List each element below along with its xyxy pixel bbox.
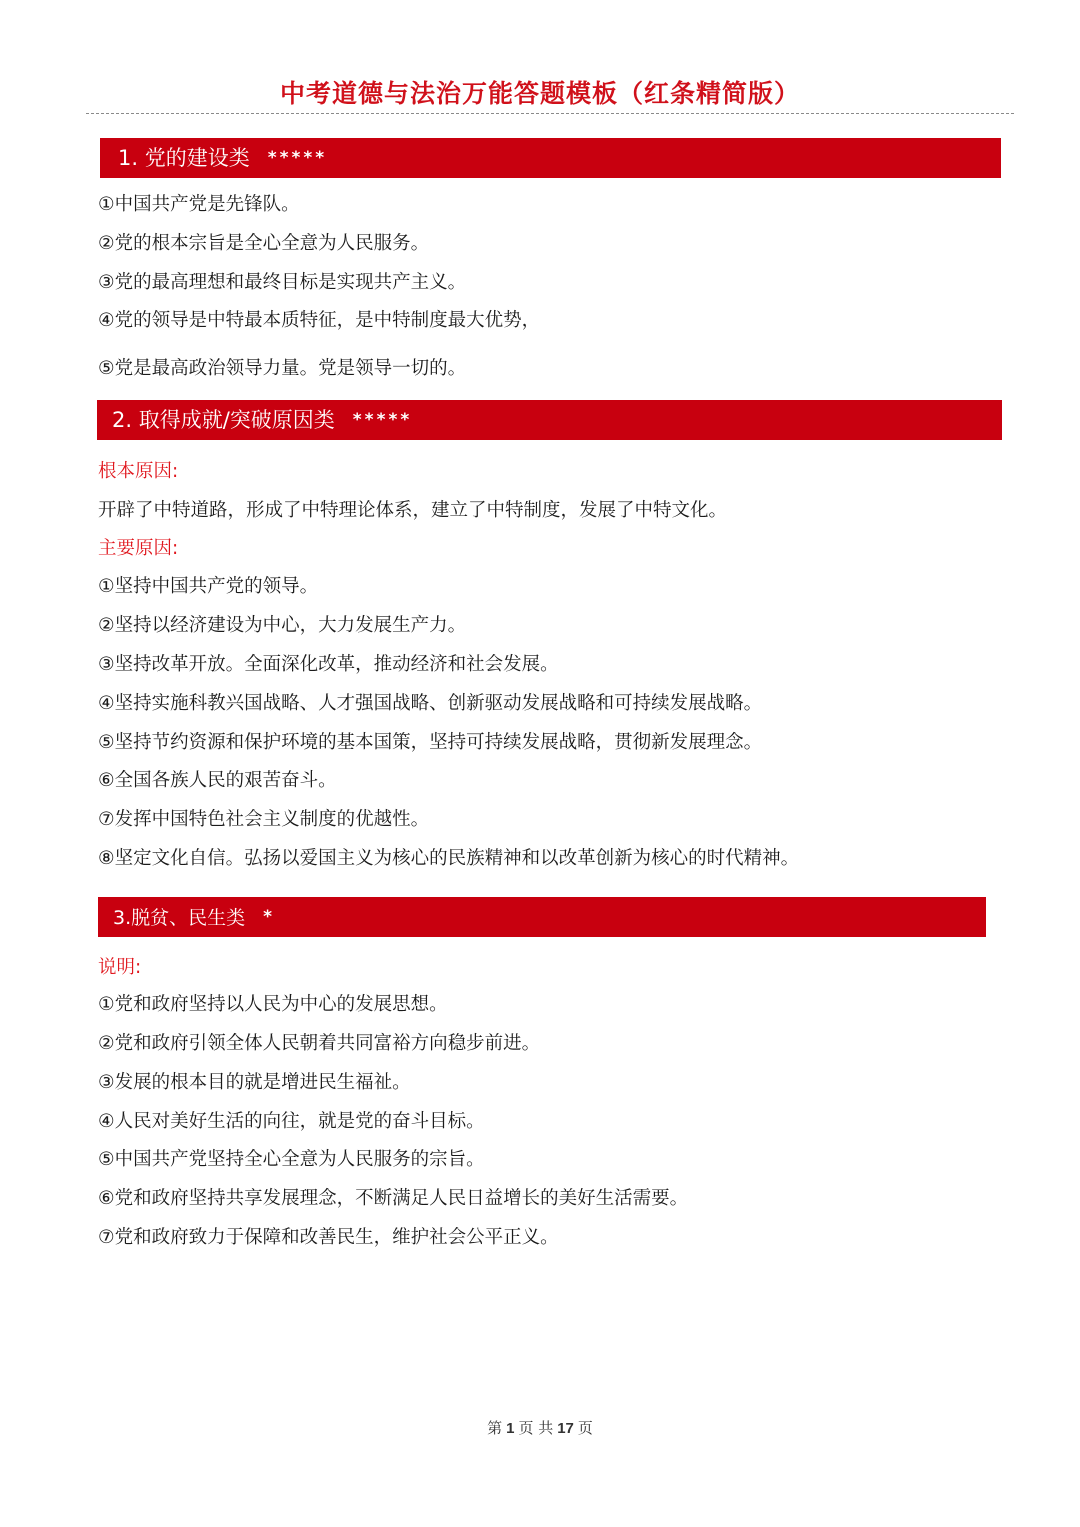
section-3-stars: *: [263, 907, 276, 927]
section-3-item: ①党和政府坚持以人民为中心的发展思想。: [98, 994, 448, 1015]
section-2-item: ⑤坚持节约资源和保护环境的基本国策，坚持可持续发展战略，贯彻新发展理念。: [98, 732, 763, 753]
section-2-stars: *****: [352, 410, 413, 430]
section-3-item: ③发展的根本目的就是增进民生福祉。: [98, 1072, 411, 1093]
section-1-header: [100, 138, 1001, 178]
section-2-item: ①坚持中国共产党的领导。: [98, 576, 319, 597]
section-3-item: ⑦党和政府致力于保障和改善民生，维护社会公平正义。: [98, 1227, 559, 1248]
section-2-item: ③坚持改革开放。全面深化改革，推动经济和社会发展。: [98, 654, 559, 675]
footer-middle: 页 共: [518, 1419, 554, 1437]
footer-prefix: 第: [487, 1419, 503, 1437]
page-footer: [0, 1416, 1080, 1441]
section-1-stars: *****: [267, 148, 328, 168]
current-page-number: 1: [506, 1420, 515, 1437]
section-2-item: ⑧坚定文化自信。弘扬以爱国主义为核心的民族精神和以改革创新为核心的时代精神。: [98, 848, 800, 869]
main-cause-label: 主要原因:: [98, 538, 179, 559]
footer-suffix: 页: [577, 1419, 593, 1437]
section-1-item: ①中国共产党是先锋队。: [98, 194, 300, 215]
title-divider: [86, 113, 1014, 114]
section-3-item: ⑤中国共产党坚持全心全意为人民服务的宗旨。: [98, 1149, 485, 1170]
page-title: 中考道德与法治万能答题模板（红条精简版）: [279, 79, 800, 108]
section-3-title: 3.脱贫、民生类: [113, 907, 246, 929]
section-2-item: ④坚持实施科教兴国战略、人才强国战略、创新驱动发展战略和可持续发展战略。: [98, 693, 763, 714]
section-1-item: ②党的根本宗旨是全心全意为人民服务。: [98, 233, 430, 254]
section-1-title: 1. 党的建设类: [118, 146, 250, 170]
section-1-item: ⑤党是最高政治领导力量。党是领导一切的。: [98, 358, 467, 379]
root-cause-text: 开辟了中特道路，形成了中特理论体系，建立了中特制度，发展了中特文化。: [98, 500, 728, 521]
section-2-header: [97, 400, 1002, 440]
section-1-item: ④党的领导是中特最本质特征，是中特制度最大优势，: [98, 310, 541, 331]
root-cause-label: 根本原因:: [98, 461, 179, 482]
section-2-item: ⑥全国各族人民的艰苦奋斗。: [98, 770, 337, 791]
section-3-item: ⑥党和政府坚持共享发展理念，不断满足人民日益增长的美好生活需要。: [98, 1188, 689, 1209]
section-3-header: [98, 897, 986, 937]
note-label: 说明:: [98, 957, 142, 978]
total-page-count: 17: [557, 1420, 574, 1437]
section-3-item: ④人民对美好生活的向往，就是党的奋斗目标。: [98, 1111, 485, 1132]
section-2-title: 2. 取得成就/突破原因类: [112, 408, 335, 432]
section-2-item: ②坚持以经济建设为中心，大力发展生产力。: [98, 615, 467, 636]
section-3-item: ②党和政府引领全体人民朝着共同富裕方向稳步前进。: [98, 1033, 541, 1054]
section-2-item: ⑦发挥中国特色社会主义制度的优越性。: [98, 809, 430, 830]
section-1-item: ③党的最高理想和最终目标是实现共产主义。: [98, 272, 467, 293]
